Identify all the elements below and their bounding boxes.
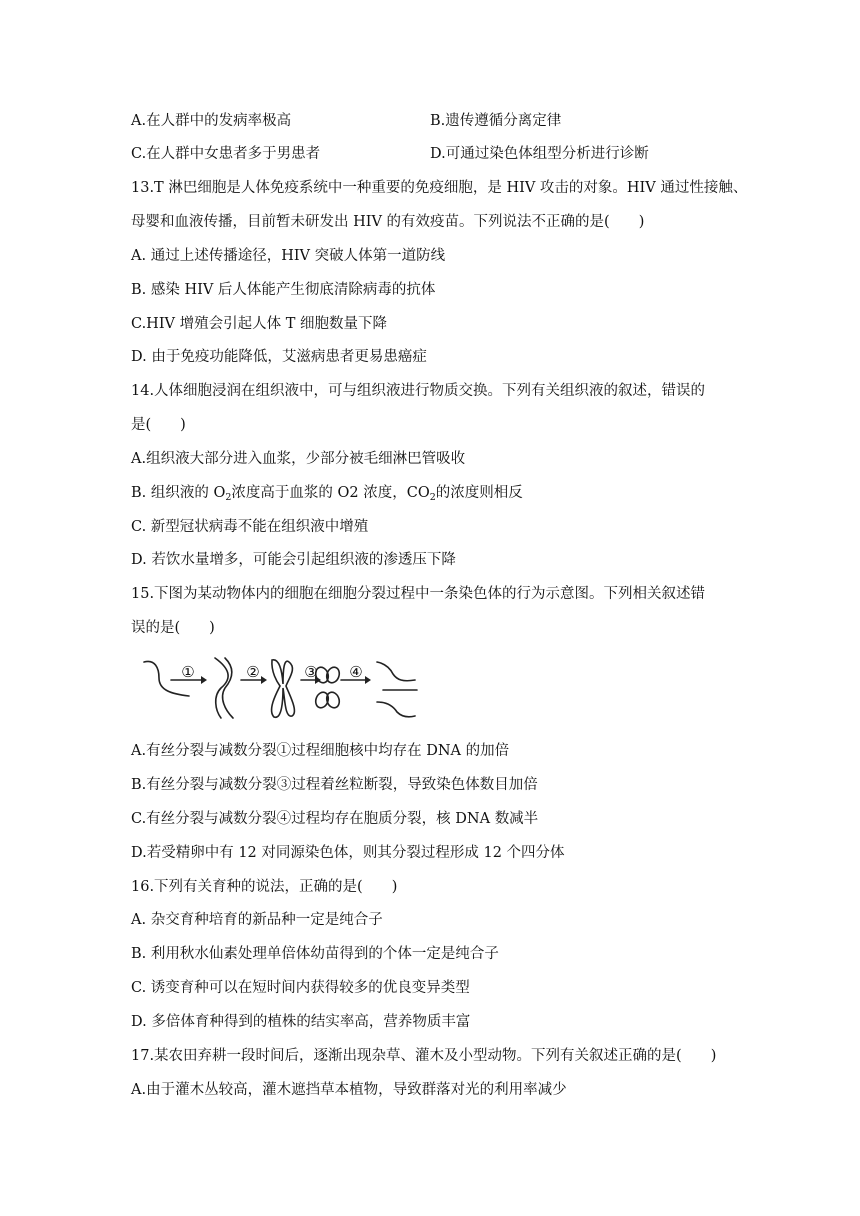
q16-option-d: D. 多倍体育种得到的植株的结实率高，营养物质丰富 — [131, 1014, 471, 1030]
daughter-chromosome-bottom — [377, 702, 415, 717]
q15-option-b: B.有丝分裂与减数分裂③过程着丝粒断裂，导致染色体数目加倍 — [131, 777, 538, 793]
q13-option-a: A. 通过上述传播途径，HIV 突破人体第一道防线 — [131, 248, 446, 264]
q17-stem: 17.某农田弃耕一段时间后，逐渐出现杂草、灌木及小型动物。下列有关叙述正确的是( ) — [131, 1048, 717, 1064]
q13-option-d: D. 由于免疫功能降低，艾滋病患者更易患癌症 — [131, 349, 427, 365]
q14-option-b-part3: 的浓度则相反 — [435, 485, 523, 501]
q14-option-b-sub1: 2 — [225, 492, 232, 503]
step-label-4: ④ — [349, 663, 363, 681]
step-label-3: ③ — [304, 663, 318, 681]
chromosome-behavior-diagram — [141, 656, 421, 720]
q14-option-b-sub2: 2 — [429, 492, 436, 503]
q13-stem-line1: 13.T 淋巴细胞是人体免疫系统中一种重要的免疫细胞，是 HIV 攻击的对象。HIV 通过性接触、 — [131, 180, 748, 196]
step-label-1: ① — [181, 663, 195, 681]
q14-stem-line2: 是( ) — [131, 417, 186, 433]
q14-option-b-part2: 浓度高于血浆的 O2 浓度，CO — [231, 485, 430, 501]
q16-option-c: C. 诱变育种可以在短时间内获得较多的优良变异类型 — [131, 980, 470, 996]
q15-option-c: C.有丝分裂与减数分裂④过程均存在胞质分裂，核 DNA 数减半 — [131, 811, 539, 827]
q16-option-a: A. 杂交育种培育的新品种一定是纯合子 — [131, 912, 383, 928]
q17-option-a: A.由于灌木丛较高，灌木遮挡草本植物，导致群落对光的利用率减少 — [131, 1082, 567, 1098]
q12-option-c: C.在人群中女患者多于男患者 — [131, 146, 321, 162]
q14-option-b-part1: B. 组织液的 O — [131, 485, 226, 501]
q14-stem-line1: 14.人体细胞浸润在组织液中，可与组织液进行物质交换。下列有关组织液的叙述，错误的 — [131, 383, 706, 399]
chromatids-separating — [314, 665, 342, 709]
step-label-2: ② — [246, 663, 260, 681]
chromosome-condensed — [272, 660, 295, 718]
daughter-chromosome-top — [377, 662, 415, 681]
q13-option-c: C.HIV 增殖会引起人体 T 细胞数量下降 — [131, 316, 388, 332]
q12-option-d: D.可通过染色体组型分析进行诊断 — [430, 146, 649, 162]
q15-option-d: D.若受精卵中有 12 对同源染色体，则其分裂过程形成 12 个四分体 — [131, 845, 565, 861]
q14-option-c: C. 新型冠状病毒不能在组织液中增殖 — [131, 519, 369, 535]
q15-option-a: A.有丝分裂与减数分裂①过程细胞核中均存在 DNA 的加倍 — [131, 743, 510, 759]
q13-stem-line2: 母婴和血液传播，目前暂未研发出 HIV 的有效疫苗。下列说法不正确的是( ) — [131, 214, 645, 230]
q15-stem-line2: 误的是( ) — [131, 620, 215, 636]
q12-option-a: A.在人群中的发病率极高 — [131, 113, 292, 129]
q12-option-b: B.遗传遵循分离定律 — [430, 113, 562, 129]
q14-option-d: D. 若饮水量增多，可能会引起组织液的渗透压下降 — [131, 552, 456, 568]
q14-option-b — [131, 483, 523, 508]
q16-option-b: B. 利用秋水仙素处理单倍体幼苗得到的个体一定是纯合子 — [131, 946, 499, 962]
q15-stem-line1: 15.下图为某动物体内的细胞在细胞分裂过程中一条染色体的行为示意图。下列相关叙述错 — [131, 586, 706, 602]
q13-option-b: B. 感染 HIV 后人体能产生彻底清除病毒的抗体 — [131, 282, 436, 298]
q16-stem: 16.下列有关育种的说法，正确的是( ) — [131, 879, 398, 895]
q14-option-a: A.组织液大部分进入血浆，少部分被毛细淋巴管吸收 — [131, 451, 466, 467]
